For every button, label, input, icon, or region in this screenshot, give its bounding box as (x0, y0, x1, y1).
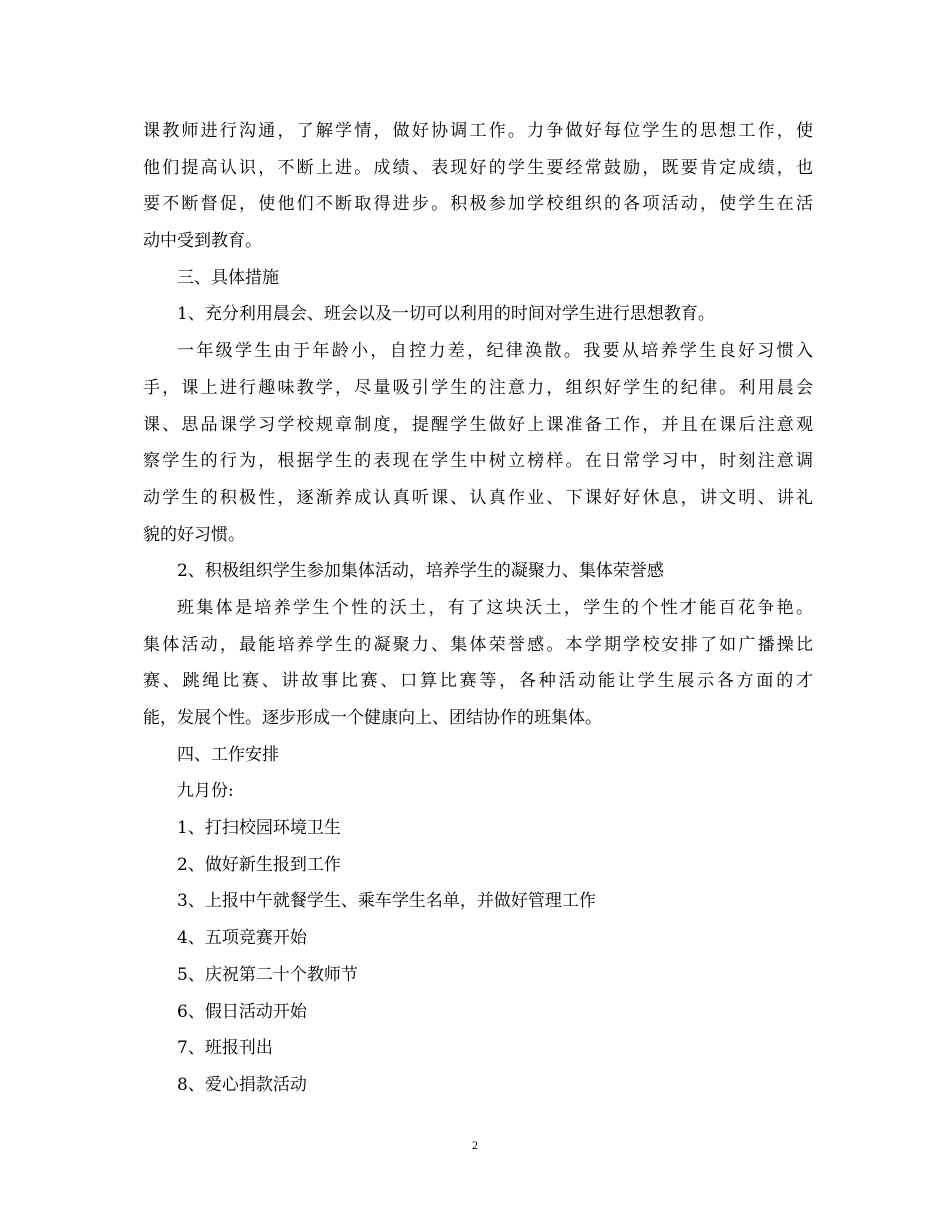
paragraph-line: 能，发展个性。逐步形成一个健康向上、团结协作的班集体。 (143, 708, 602, 728)
section-heading: 三、具体措施 (177, 267, 279, 288)
measure-heading: 1、充分利用晨会、班会以及一切可以利用的时间对学生进行思想教育。 (177, 304, 715, 325)
month-label: 九月份: (177, 781, 234, 802)
document-body (143, 113, 813, 1104)
list-item: 1、打扫校园环境卫生 (177, 818, 341, 839)
paragraph-line: 察学生的行为，根据学生的表现在学生中树立榜样。在日常学习中，时刻注意调 (143, 451, 813, 472)
measure-heading: 2、积极组织学生参加集体活动，培养学生的凝聚力、集体荣誉感 (177, 561, 664, 582)
paragraph-line: 貌的好习惯。 (143, 524, 245, 545)
list-item: 4、五项竞赛开始 (177, 928, 307, 949)
list-item: 5、庆祝第二十个教师节 (177, 964, 358, 985)
paragraph-line: 课、思品课学习学校规章制度，提醒学生做好上课准备工作，并且在课后注意观 (143, 414, 813, 435)
paragraph-line: 要不断督促，使他们不断取得进步。积极参加学校组织的各项活动，使学生在活 (143, 194, 813, 215)
paragraph-line: 动学生的积极性，逐渐养成认真听课、认真作业、下课好好休息，讲文明、讲礼 (143, 487, 813, 508)
paragraph-line: 课教师进行沟通，了解学情，做好协调工作。力争做好每位学生的思想工作，使 (143, 121, 813, 141)
list-item: 2、做好新生报到工作 (177, 854, 341, 875)
paragraph-line: 一年级学生由于年龄小，自控力差，纪律涣散。我要从培养学生良好习惯入 (177, 341, 813, 362)
page-number: 2 (472, 1138, 478, 1152)
list-item: 7、班报刊出 (177, 1038, 273, 1059)
section-heading: 四、工作安排 (177, 744, 279, 765)
list-item: 8、爱心捐款活动 (177, 1074, 307, 1095)
paragraph-line: 赛、跳绳比赛、讲故事比赛、口算比赛等，各种活动能让学生展示各方面的才 (143, 671, 813, 692)
list-item: 3、上报中午就餐学生、乘车学生名单，并做好管理工作 (177, 891, 596, 912)
paragraph-line: 他们提高认识，不断上进。成绩、表现好的学生要经常鼓励，既要肯定成绩，也 (143, 157, 813, 178)
paragraph-line: 班集体是培养学生个性的沃土，有了这块沃土，学生的个性才能百花争艳。 (177, 597, 813, 618)
paragraph-line: 集体活动，最能培养学生的凝聚力、集体荣誉感。本学期学校安排了如广播操比 (143, 634, 813, 655)
paragraph-line: 手，课上进行趣味教学，尽量吸引学生的注意力，组织好学生的纪律。利用晨会 (143, 377, 813, 398)
list-item: 6、假日活动开始 (177, 1001, 307, 1022)
paragraph-line: 动中受到教育。 (143, 231, 262, 252)
